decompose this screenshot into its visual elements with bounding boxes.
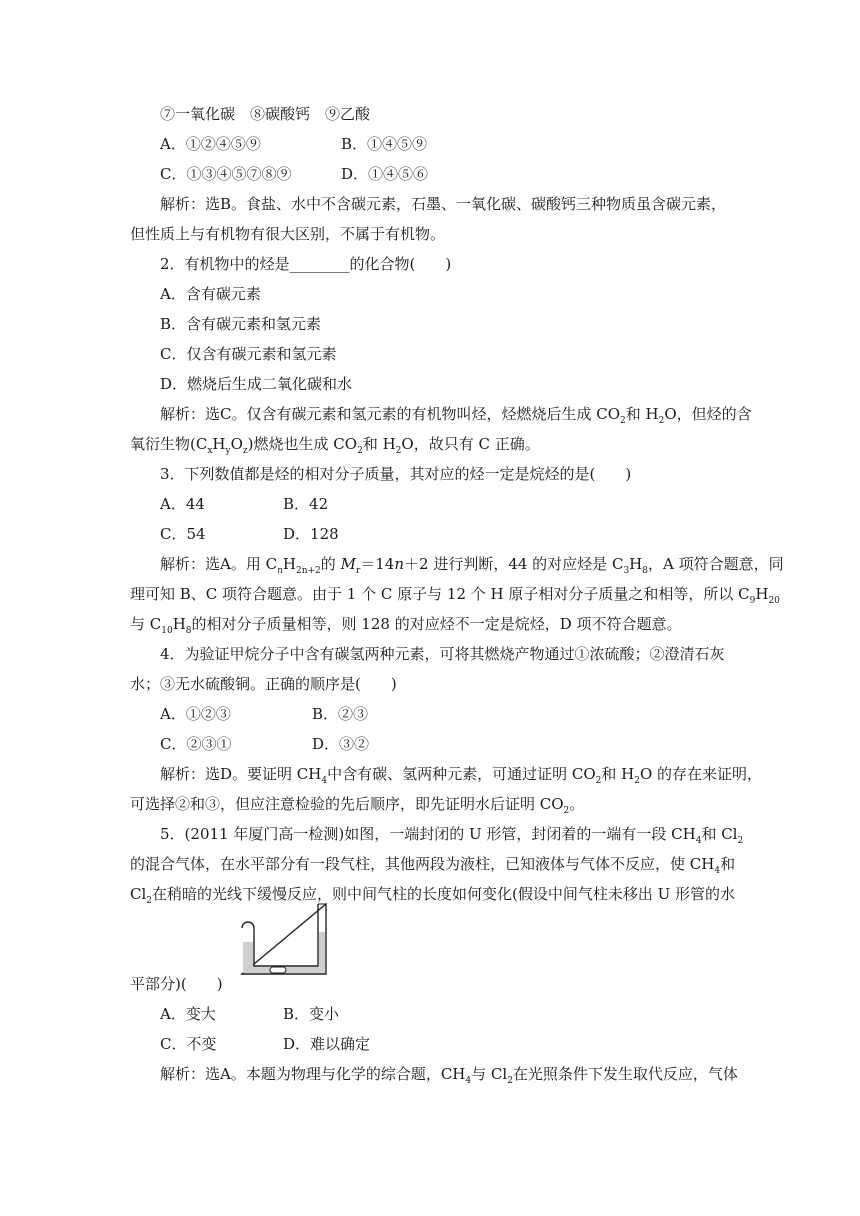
q2-option-a: A．含有碳元素 bbox=[160, 285, 261, 303]
q5-stem-line1: 5．(2011 年厦门高一检测)如图，一端封闭的 U 形管，封闭着的一端有一段 $CH_4$和 $Cl_2$ bbox=[160, 825, 744, 846]
q3-stem: 3．下列数值都是烃的相对分子质量，其对应的烃一定是烷烃的是( ) bbox=[160, 465, 632, 483]
q5-option-b: B．变小 bbox=[283, 1005, 340, 1023]
q3-answer-line3: 与 $C_{10}H_8$的相对分子质量相等，则 128 的对应烃不一定是烷烃，D 项不符合题意。 bbox=[130, 615, 682, 636]
q2-option-b: B．含有碳元素和氢元素 bbox=[160, 315, 322, 333]
u-tube-diagram bbox=[236, 902, 336, 982]
q5-stem-line4: 平部分)( ) bbox=[130, 975, 223, 993]
q5-option-c: C．不变 bbox=[160, 1035, 217, 1053]
q5-stem-line3: $Cl_2$在稍暗的光线下缓慢反应，则中间气柱的长度如何变化(假设中间气柱未移出 U 形管的水 bbox=[130, 885, 736, 906]
q4-option-c: C．②③① bbox=[160, 735, 232, 753]
q5-stem-line2: 的混合气体，在水平部分有一段气柱，其他两段为液柱，已知液体与气体不反应，使 $CH_4$和 bbox=[130, 855, 736, 876]
q3-option-c: C．54 bbox=[160, 525, 206, 543]
q1-option-d: D．①④⑤⑥ bbox=[341, 165, 429, 183]
q5-answer-line1: 解析：选A。本题为物理与化学的综合题，$CH_4$与 $Cl_2$在光照条件下发生取代反应，气体 bbox=[160, 1065, 738, 1086]
q4-option-b: B．②③ bbox=[312, 705, 369, 723]
q3-option-a: A．44 bbox=[160, 495, 205, 513]
q2-option-d: D．燃烧后生成二氧化碳和水 bbox=[160, 375, 353, 393]
q1-option-b: B．①④⑤⑨ bbox=[341, 135, 428, 153]
q5-option-a: A．变大 bbox=[160, 1005, 216, 1023]
q3-answer-line1: 解析：选A。用 $C_nH_{2n+2}$的 $M_r=14n+2$ 进行判断，44 的对应烃是 $C_3H_8$，A 项符合题意，同 bbox=[160, 555, 784, 576]
q1-option-c: C．①③④⑤⑦⑧⑨ bbox=[160, 165, 292, 183]
q4-answer-line2: 可选择②和③，但应注意检验的先后顺序，即先证明水后证明 $CO_2$。 bbox=[130, 795, 585, 816]
q1-option-a: A．①②④⑤⑨ bbox=[160, 135, 261, 153]
right-liquid-column bbox=[319, 932, 325, 968]
q1-answer-line1: 解析：选B。食盐、水中不含碳元素，石墨、一氧化碳、碳酸钙三种物质虽含碳元素， bbox=[160, 195, 727, 213]
middle-gas-column bbox=[270, 967, 286, 973]
q4-option-d: D．③② bbox=[312, 735, 370, 753]
q2-answer-line1: 解析：选C。仅含有碳元素和氢元素的有机物叫烃，烃燃烧后生成 $CO_2$和 $H_2O$，但烃的含 bbox=[160, 405, 752, 426]
q1-answer-line2: 但性质上与有机物有很大区别，不属于有机物。 bbox=[130, 225, 446, 243]
q3-option-d: D．128 bbox=[283, 525, 339, 543]
q2-stem: 2．有机物中的烃是________的化合物( ) bbox=[160, 255, 452, 273]
q4-option-a: A．①②③ bbox=[160, 705, 231, 723]
q3-answer-line2: 理可知 B、C 项符合题意。由于 1 个 C 原子与 12 个 H 原子相对分子质量之和相等，所以 $C_9H_{20}$ bbox=[130, 585, 780, 606]
q5-option-d: D．难以确定 bbox=[283, 1035, 371, 1053]
q1-choice-line: ⑦一氧化碳 ⑧碳酸钙 ⑨乙酸 bbox=[160, 105, 371, 123]
u-tube-outline bbox=[242, 904, 326, 974]
q4-stem-line1: 4．为验证甲烷分子中含有碳氢两种元素，可将其燃烧产物通过①浓硫酸；②澄清石灰 bbox=[160, 645, 725, 663]
q4-stem-line2: 水；③无水硫酸铜。正确的顺序是( ) bbox=[130, 675, 397, 693]
q2-answer-line2: 氧衍生物$(C_xH_yO_z)$燃烧也生成 $CO_2$和 $H_2O$，故只有 C 正确。 bbox=[130, 435, 540, 456]
q3-option-b: B．42 bbox=[283, 495, 329, 513]
q4-answer-line1: 解析：选D。要证明 $CH_4$中含有碳、氢两种元素，可通过证明 $CO_2$和 $H_2O$ 的存在来证明， bbox=[160, 765, 763, 786]
q2-option-c: C．仅含有碳元素和氢元素 bbox=[160, 345, 337, 363]
